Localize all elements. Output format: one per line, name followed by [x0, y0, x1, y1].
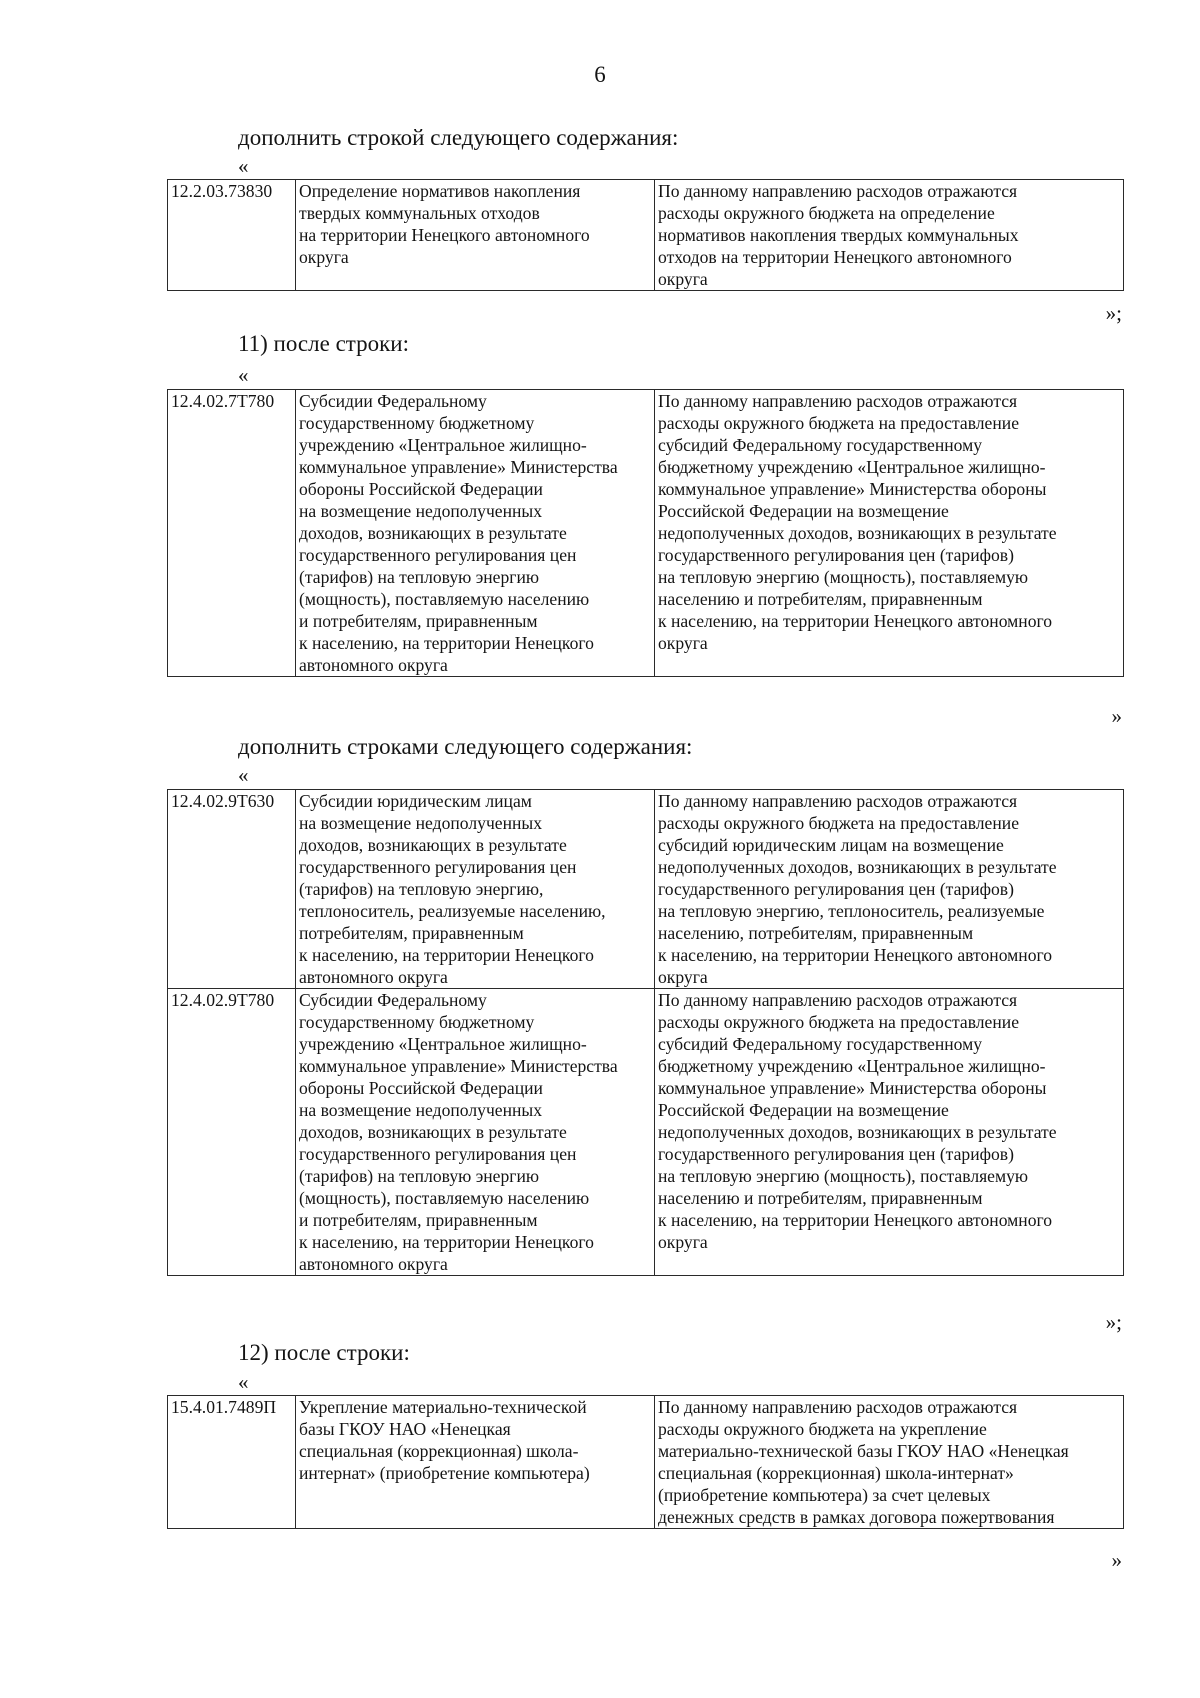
name-line: потребителям, приравненным	[299, 923, 524, 943]
description-line: (приобретение компьютера) за счет целевых	[658, 1485, 991, 1505]
name-line: к населению, на территории Ненецкого	[299, 1232, 594, 1252]
description-line: расходы окружного бюджета на предоставление	[658, 813, 1020, 833]
description-line: По данному направлению расходов отражаются	[658, 391, 1018, 411]
description-line: к населению, на территории Ненецкого автономного	[658, 1210, 1053, 1230]
open-quote: «	[238, 363, 249, 387]
expense-name-cell	[296, 1396, 655, 1529]
name-line: автономного округа	[299, 967, 448, 987]
description-line: государственного регулирования цен (тарифов)	[658, 545, 1014, 565]
description-line: коммунальное управление» Министерства обороны	[658, 479, 1047, 499]
description-line: Российской Федерации на возмещение	[658, 501, 949, 521]
budget-table	[167, 179, 1124, 291]
name-line: автономного округа	[299, 1254, 448, 1274]
name-line: Субсидии юридическим лицам	[299, 791, 532, 811]
name-line: Укрепление материально-технической	[299, 1397, 587, 1417]
budget-code-cell: 12.2.03.73830	[168, 180, 296, 291]
description-cell	[655, 1396, 1124, 1529]
section-intro: 11) после строки:	[238, 331, 409, 356]
description-line: округа	[658, 269, 708, 289]
name-line: на территории Ненецкого автономного	[299, 225, 590, 245]
description-line: расходы окружного бюджета на предоставление	[658, 1012, 1020, 1032]
close-quote: »;	[1105, 1310, 1122, 1334]
open-quote: «	[238, 763, 249, 787]
open-quote: «	[238, 154, 249, 178]
name-line: теплоноситель, реализуемые населению,	[299, 901, 606, 921]
description-line: к населению, на территории Ненецкого автономного	[658, 945, 1053, 965]
description-line: населению и потребителям, приравненным	[658, 1188, 983, 1208]
name-line: коммунальное управление» Министерства	[299, 457, 618, 477]
budget-code-cell: 12.4.02.7Т780	[168, 390, 296, 677]
name-line: (мощность), поставляемую населению	[299, 1188, 590, 1208]
name-line: доходов, возникающих в результате	[299, 835, 567, 855]
name-line: автономного округа	[299, 655, 448, 675]
name-line: государственному бюджетному	[299, 413, 535, 433]
description-line: субсидий юридическим лицам на возмещение	[658, 835, 1004, 855]
budget-table	[167, 789, 1124, 1276]
name-line: к населению, на территории Ненецкого	[299, 633, 594, 653]
description-line: бюджетному учреждению «Центральное жилищно-	[658, 1056, 1046, 1076]
open-quote: «	[238, 1370, 249, 1394]
name-line: (тарифов) на тепловую энергию,	[299, 879, 544, 899]
description-line: округа	[658, 967, 708, 987]
description-line: расходы окружного бюджета на определение	[658, 203, 995, 223]
name-line: интернат» (приобретение компьютера)	[299, 1463, 590, 1483]
name-line: Определение нормативов накопления	[299, 181, 581, 201]
description-line: нормативов накопления твердых коммунальных	[658, 225, 1019, 245]
name-line: и потребителям, приравненным	[299, 611, 538, 631]
description-line: специальная (коррекционная) школа-интернат»	[658, 1463, 1014, 1483]
description-line: округа	[658, 1232, 708, 1252]
description-line: государственного регулирования цен (тарифов)	[658, 879, 1014, 899]
budget-code-cell: 12.4.02.9Т780	[168, 989, 296, 1276]
table-row	[168, 790, 1124, 989]
description-line: субсидий Федеральному государственному	[658, 435, 983, 455]
budget-code-cell: 15.4.01.7489П	[168, 1396, 296, 1529]
name-line: Субсидии Федеральному	[299, 990, 487, 1010]
table-row	[168, 390, 1124, 677]
section-intro: дополнить строками следующего содержания:	[238, 734, 693, 759]
description-line: коммунальное управление» Министерства обороны	[658, 1078, 1047, 1098]
description-line: расходы окружного бюджета на укрепление	[658, 1419, 987, 1439]
description-line: к населению, на территории Ненецкого автономного	[658, 611, 1053, 631]
description-line: По данному направлению расходов отражаются	[658, 181, 1018, 201]
name-line: государственному бюджетному	[299, 1012, 535, 1032]
expense-name-cell	[296, 790, 655, 989]
description-line: По данному направлению расходов отражаются	[658, 791, 1018, 811]
description-cell	[655, 180, 1124, 291]
name-line: Субсидии Федеральному	[299, 391, 487, 411]
table-row	[168, 180, 1124, 291]
description-line: денежных средств в рамках договора пожертвования	[658, 1507, 1055, 1527]
name-line: (тарифов) на тепловую энергию	[299, 567, 540, 587]
description-line: недополученных доходов, возникающих в результате	[658, 1122, 1057, 1142]
budget-table	[167, 1395, 1124, 1529]
name-line: на возмещение недополученных	[299, 1100, 543, 1120]
close-quote: »	[1111, 1548, 1122, 1572]
description-line: По данному направлению расходов отражаются	[658, 990, 1018, 1010]
page-number: 6	[594, 62, 606, 87]
description-line: на тепловую энергию (мощность), поставляемую	[658, 567, 1029, 587]
name-line: округа	[299, 247, 349, 267]
description-line: на тепловую энергию, теплоноситель, реализуемые	[658, 901, 1045, 921]
description-line: населению и потребителям, приравненным	[658, 589, 983, 609]
description-line: недополученных доходов, возникающих в результате	[658, 857, 1057, 877]
description-line: округа	[658, 633, 708, 653]
name-line: и потребителям, приравненным	[299, 1210, 538, 1230]
description-cell	[655, 790, 1124, 989]
description-line: Российской Федерации на возмещение	[658, 1100, 949, 1120]
name-line: на возмещение недополученных	[299, 501, 543, 521]
name-line: государственного регулирования цен	[299, 857, 577, 877]
section-intro: 12) после строки:	[238, 1340, 410, 1365]
name-line: твердых коммунальных отходов	[299, 203, 540, 223]
name-line: специальная (коррекционная) школа-	[299, 1441, 579, 1461]
description-line: материально-технической базы ГКОУ НАО «Ненецкая	[658, 1441, 1069, 1461]
name-line: на возмещение недополученных	[299, 813, 543, 833]
name-line: коммунальное управление» Министерства	[299, 1056, 618, 1076]
description-line: По данному направлению расходов отражаются	[658, 1397, 1018, 1417]
table-row	[168, 989, 1124, 1276]
name-line: доходов, возникающих в результате	[299, 1122, 567, 1142]
name-line: государственного регулирования цен	[299, 545, 577, 565]
close-quote: »	[1111, 704, 1122, 728]
budget-table	[167, 389, 1124, 677]
name-line: (тарифов) на тепловую энергию	[299, 1166, 540, 1186]
description-line: субсидий Федеральному государственному	[658, 1034, 983, 1054]
section-intro: дополнить строкой следующего содержания:	[238, 125, 679, 150]
name-line: к населению, на территории Ненецкого	[299, 945, 594, 965]
name-line: государственного регулирования цен	[299, 1144, 577, 1164]
close-quote: »;	[1105, 301, 1122, 325]
expense-name-cell	[296, 989, 655, 1276]
budget-code-cell: 12.4.02.9Т630	[168, 790, 296, 989]
name-line: учреждению «Центральное жилищно-	[299, 435, 587, 455]
name-line: обороны Российской Федерации	[299, 1078, 543, 1098]
description-line: отходов на территории Ненецкого автономного	[658, 247, 1012, 267]
description-cell	[655, 390, 1124, 677]
expense-name-cell	[296, 180, 655, 291]
name-line: базы ГКОУ НАО «Ненецкая	[299, 1419, 511, 1439]
description-line: государственного регулирования цен (тарифов)	[658, 1144, 1014, 1164]
name-line: доходов, возникающих в результате	[299, 523, 567, 543]
description-line: бюджетному учреждению «Центральное жилищно-	[658, 457, 1046, 477]
table-row	[168, 1396, 1124, 1529]
description-cell	[655, 989, 1124, 1276]
description-line: недополученных доходов, возникающих в результате	[658, 523, 1057, 543]
description-line: на тепловую энергию (мощность), поставляемую	[658, 1166, 1029, 1186]
description-line: расходы окружного бюджета на предоставление	[658, 413, 1020, 433]
name-line: (мощность), поставляемую населению	[299, 589, 590, 609]
description-line: населению, потребителям, приравненным	[658, 923, 974, 943]
name-line: обороны Российской Федерации	[299, 479, 543, 499]
name-line: учреждению «Центральное жилищно-	[299, 1034, 587, 1054]
expense-name-cell	[296, 390, 655, 677]
